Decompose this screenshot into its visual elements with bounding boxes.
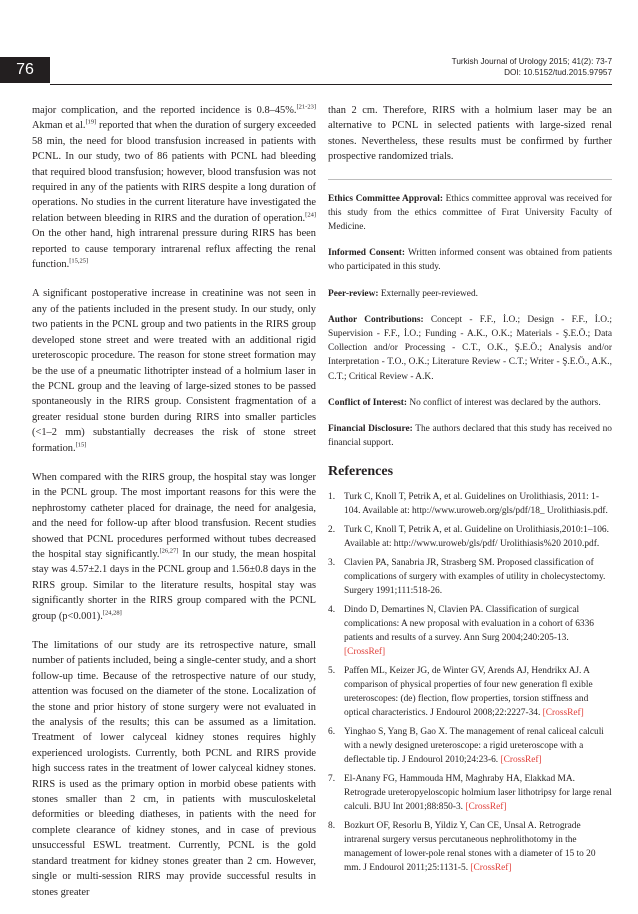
crossref-link[interactable]: [CrossRef] — [465, 801, 507, 812]
left-column — [32, 103, 316, 914]
paragraph: A significant postoperative increase in creatinine was not seen in any of the patients included in the present study. In our study, only two patients in the PCNL group and two patients in the RIRS group developed stone street and were treated with an additional rigid ureteroscopic procedure. The reason for stone street formation may be the use of a pneumatic lithotripter instead of a holmium laser in the PCNL group and the leaving of large-sized stones to be passed spontaneously in the RIRS group. Consistent fragmentation of a greater residual stone burden during RIRS into smaller particles (<1–2 mm) substantially decreases the risk of stone street formation.[15] — [32, 288, 316, 454]
reference-item: 7. El-Anany FG, Hammouda HM, Maghraby HA, Elakkad MA. Retrograde ureteropyeloscopic holmium laser lithotripsy for large renal calculi. BJU Int 2001;88:850-3. [CrossRef] — [328, 773, 612, 812]
running-header — [452, 56, 612, 78]
paragraph: The limitations of our study are its retrospective nature, small number of patients included, being a single-center study, and a short follow-up time. Because of the retrospective nature of our study, attention was focused on the diameter of the stone. Localization of the stone and prior history of stone surgery were not evaluated in the analysis of the results; this can be assumed as a limitation. Treatment of lower calyceal kidney stones requires highly experienced urologists. Currently, both PCNL and RIRS provide high success rates in the treatment of lower calyceal kidney stones. RIRS is used as the primary option in morbid obese patients with stones smaller than 2 cm, in patients with musculoskeletal deformities or bleeding diatheses, in patients with the need for complete clearance of kidney stones, and in case of previous unsuccessful ESWL treatment. Currently, PCNL is the gold standard treatment for kidney stones greater than 2 cm. However, single or multi-session RIRS may provide successful results in stones greater — [32, 640, 316, 898]
crossref-link[interactable]: [CrossRef] — [470, 862, 512, 873]
declaration-financial: Financial Disclosure: The authors declared that this study has received no financial support. — [328, 424, 612, 449]
reference-item: 3. Clavien PA, Sanabria JR, Strasberg SM. Proposed classification of complications of surgery with examples of utility in cholecystectomy. Surgery 1991;111:518-26. — [328, 557, 606, 596]
section-divider — [328, 179, 612, 180]
crossref-link[interactable]: [CrossRef] — [344, 646, 386, 657]
reference-item: 6. Yinghao S, Yang B, Gao X. The management of renal caliceal calculi with a newly designed ureteroscope: a rigid ureteroscope with a deflectable tip. J Endourol 2010;24:23-6. [CrossRef] — [328, 726, 604, 765]
paragraph: than 2 cm. Therefore, RIRS with a holmium laser may be an alternative to PCNL in selected patients with large-sized renal stones. Nevertheless, these results must be confirmed by further prospective randomized trials. — [328, 105, 612, 163]
doi: DOI: 10.5152/tud.2015.97957 — [504, 68, 612, 77]
references-heading: References — [328, 464, 394, 480]
page-number: 76 — [0, 57, 50, 83]
paragraph: major complication, and the reported incidence is 0.8–45%.[21-23] Akman et al.[19] reported that when the duration of surgery exceeded 58 min, the need for blood transfusion increased in patients with PCNL. In our study, two of 86 patients with PCNL had bleeding that required blood transfusion; however, blood transfusion was not required in any of the patients with RIRS despite a long duration of operations. No studies in the current literature have investigated the relation between bleeding in RIRS and the duration of operation.[24] On the other hand, high intrarenal pressure during RIRS has been reported to cause temporary intrarenal reflux affecting the renal function.[15,25] — [32, 103, 316, 271]
references-list — [328, 490, 612, 875]
right-column — [328, 103, 612, 880]
reference-item: 5. Paffen ML, Keizer JG, de Winter GV, Arends AJ, Hendrikx AJ. A comparison of physical properties of four new generation fl exible ureteroscopes: (de) flection, flow properties, torsion stiffness and optical characteristics. J Endourol 2008;22:2227-34. [CrossRef] — [328, 665, 593, 718]
reference-item: 8. Bozkurt OF, Resorlu B, Yildiz Y, Can CE, Unsal A. Retrograde intrarenal surgery versus percutaneous nephrolithotomy in the management of lower-pole renal stones with a diameter of 15 to 20 mm. J Endourol 2011;25:1131-5. [CrossRef] — [328, 820, 596, 873]
declaration-ethics: Ethics Committee Approval: Ethics committee approval was received for this study from the ethics committee of Fırat University Faculty of Medicine. — [328, 193, 613, 233]
declaration-conflict: Conflict of Interest: No conflict of interest was declared by the authors. — [328, 397, 601, 408]
journal-citation: Turkish Journal of Urology 2015; 41(2): 73-7 — [451, 57, 612, 66]
declaration-consent: Informed Consent: Written informed consent was obtained from patients who participated in this study. — [328, 248, 612, 273]
reference-item: 2. Turk C, Knoll T, Petrik A, et al. Guideline on Urolithiasis,2010:1–106. Available at: http://www.uroweb/gls/pdf/ Urolithiasis%20 2010.pdf. — [328, 524, 609, 549]
declarations — [328, 192, 612, 451]
crossref-link[interactable]: [CrossRef] — [500, 754, 542, 765]
paragraph: When compared with the RIRS group, the hospital stay was longer in the PCNL group. The most important reasons for this were the nephrostomy catheter placed for drainage, the need for analgesia, and the need for follow-up after blood transfusion. Recent studies showed that PCNL procedures performed without tubes decreased the hospital stay significantly.[26,27] In our study, the mean hospital stay was 4.57±2.1 days in the PCNL group and 1.56±0.8 days in the RIRS group. Similar to the literature results, hospital stay was significantly shorter in the RIRS group compared with the PCNL group (p<0.001).[24,28] — [32, 471, 316, 622]
crossref-link[interactable]: [CrossRef] — [542, 707, 584, 718]
header-rule — [50, 84, 612, 85]
declaration-author-contributions: Author Contributions: Concept - F.F., İ.O.; Design - F.F., İ.O.; Supervision - F.F., İ.O.; Funding - A.K., O.K.; Materials - Ş.E.Ö.; Data Collection and/or Processing - C.T., O.K., Ş.E.Ö.; Analysis and/or Interpretation - T.O., O.K.; Literature Review - C.T.; Writer - Ş.E.Ö., A.K., C.T.; Critical Review - A.K. — [328, 314, 612, 382]
reference-item: 1. Turk C, Knoll T, Petrik A, et al. Guidelines on Urolithiasis, 2011: 1-104. Available at: http://www.uroweb.org/gls/pdf/18_ Urolithiasis.pdf. — [328, 491, 608, 516]
reference-item: 4. Dindo D, Demartines N, Clavien PA. Classification of surgical complications: A new proposal with evaluation in a cohort of 6336 patients and results of a survey. Ann Surg 2004;240:205-13. [CrossRef] — [328, 604, 594, 657]
declaration-peer-review: Peer-review: Externally peer-reviewed. — [328, 288, 478, 299]
